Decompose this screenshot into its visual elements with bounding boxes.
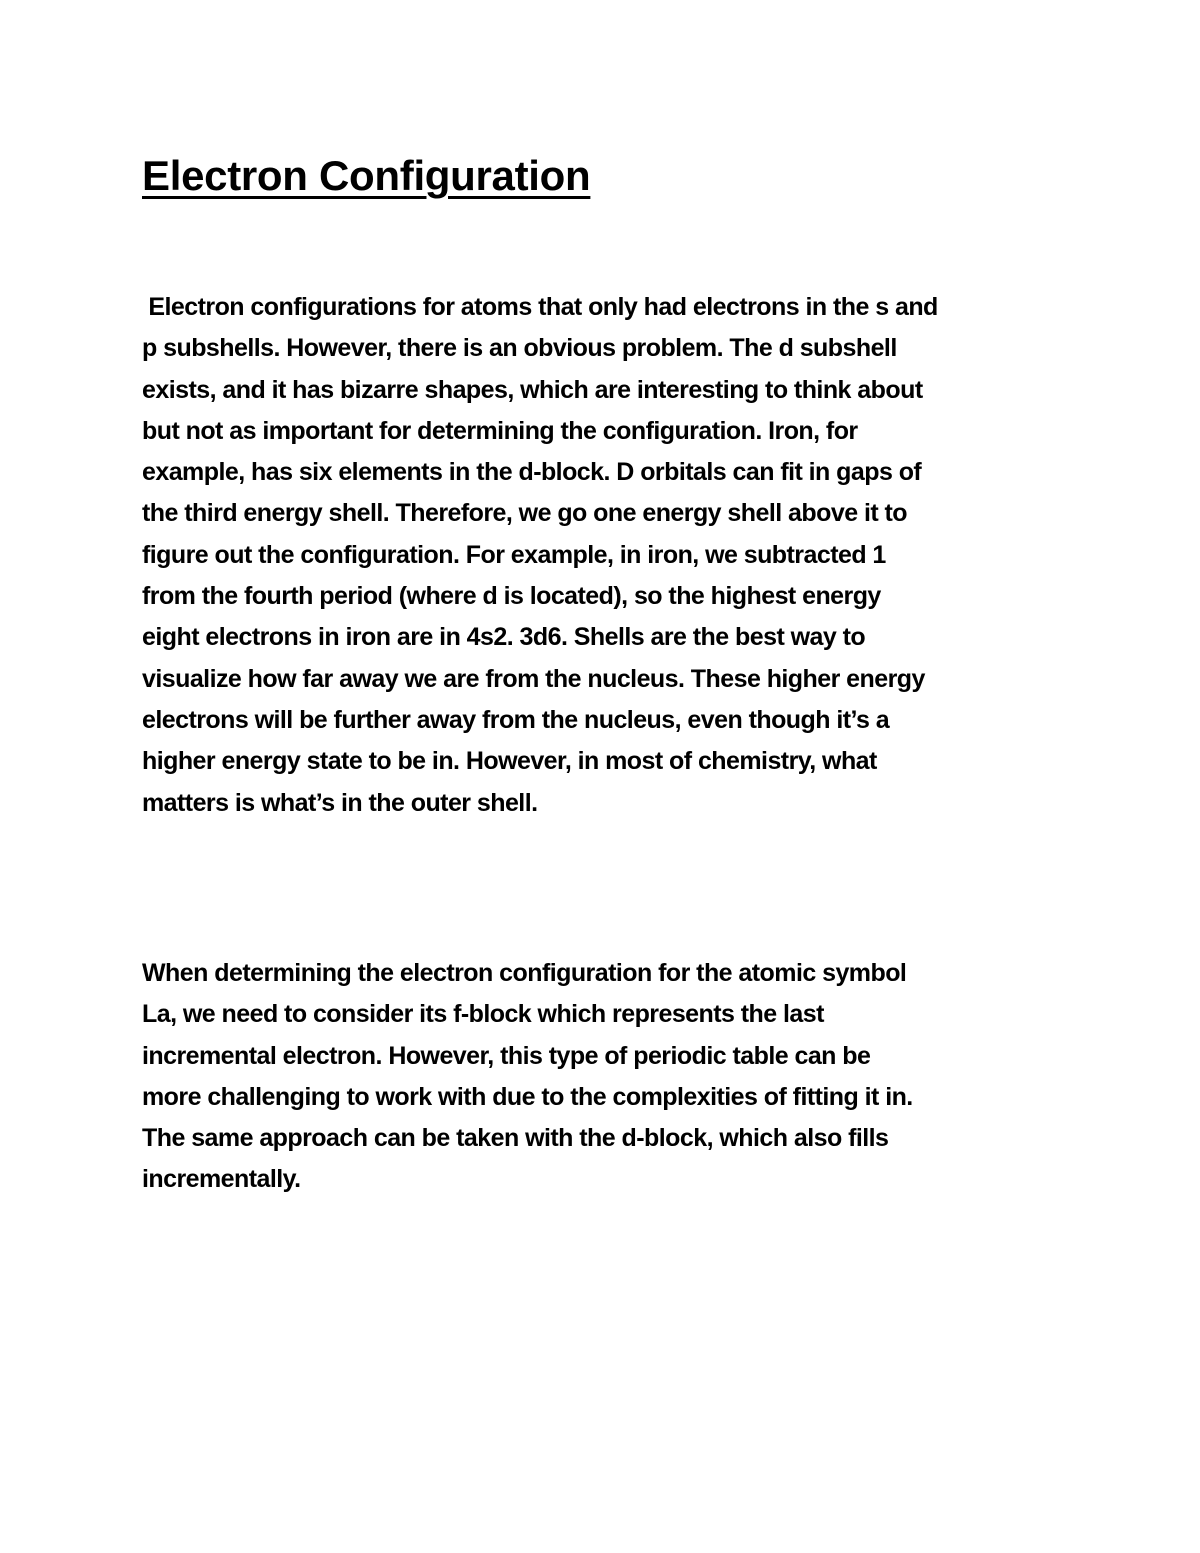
paragraph-electron-configurations: [142, 287, 938, 824]
text-line: visualize how far away we are from the nucleus. These higher energy: [142, 664, 925, 693]
document-title: Electron Configuration: [142, 152, 591, 199]
text-line: but not as important for determining the configuration. Iron, for: [142, 416, 858, 445]
text-line: incremental electron. However, this type of periodic table can be: [142, 1041, 871, 1070]
text-line: Electron configurations for atoms that only had electrons in the s and: [142, 293, 938, 321]
text-line: eight electrons in iron are in 4s2. 3d6. Shells are the best way to: [142, 623, 866, 652]
text-line: matters is what’s in the outer shell.: [142, 788, 538, 817]
text-line: higher energy state to be in. However, in most of chemistry, what: [142, 747, 877, 776]
text-line: p subshells. However, there is an obvious problem. The d subshell: [142, 334, 897, 363]
paragraph-la-configuration: [142, 953, 913, 1201]
text-line: La, we need to consider its f-block which represents the last: [142, 1000, 824, 1029]
text-line: figure out the configuration. For example, in iron, we subtracted 1: [142, 540, 886, 569]
text-line: When determining the electron configuration for the atomic symbol: [142, 959, 907, 987]
text-line: the third energy shell. Therefore, we go one energy shell above it to: [142, 499, 908, 528]
text-line: exists, and it has bizarre shapes, which are interesting to think about: [142, 375, 923, 404]
text-line: incrementally.: [142, 1165, 301, 1194]
text-line: electrons will be further away from the nucleus, even though it’s a: [142, 705, 890, 734]
text-line: example, has six elements in the d-block. D orbitals can fit in gaps of: [142, 458, 922, 487]
text-line: The same approach can be taken with the d-block, which also fills: [142, 1124, 889, 1153]
text-line: more challenging to work with due to the complexities of fitting it in.: [142, 1082, 913, 1111]
text-line: from the fourth period (where d is located), so the highest energy: [142, 582, 881, 611]
